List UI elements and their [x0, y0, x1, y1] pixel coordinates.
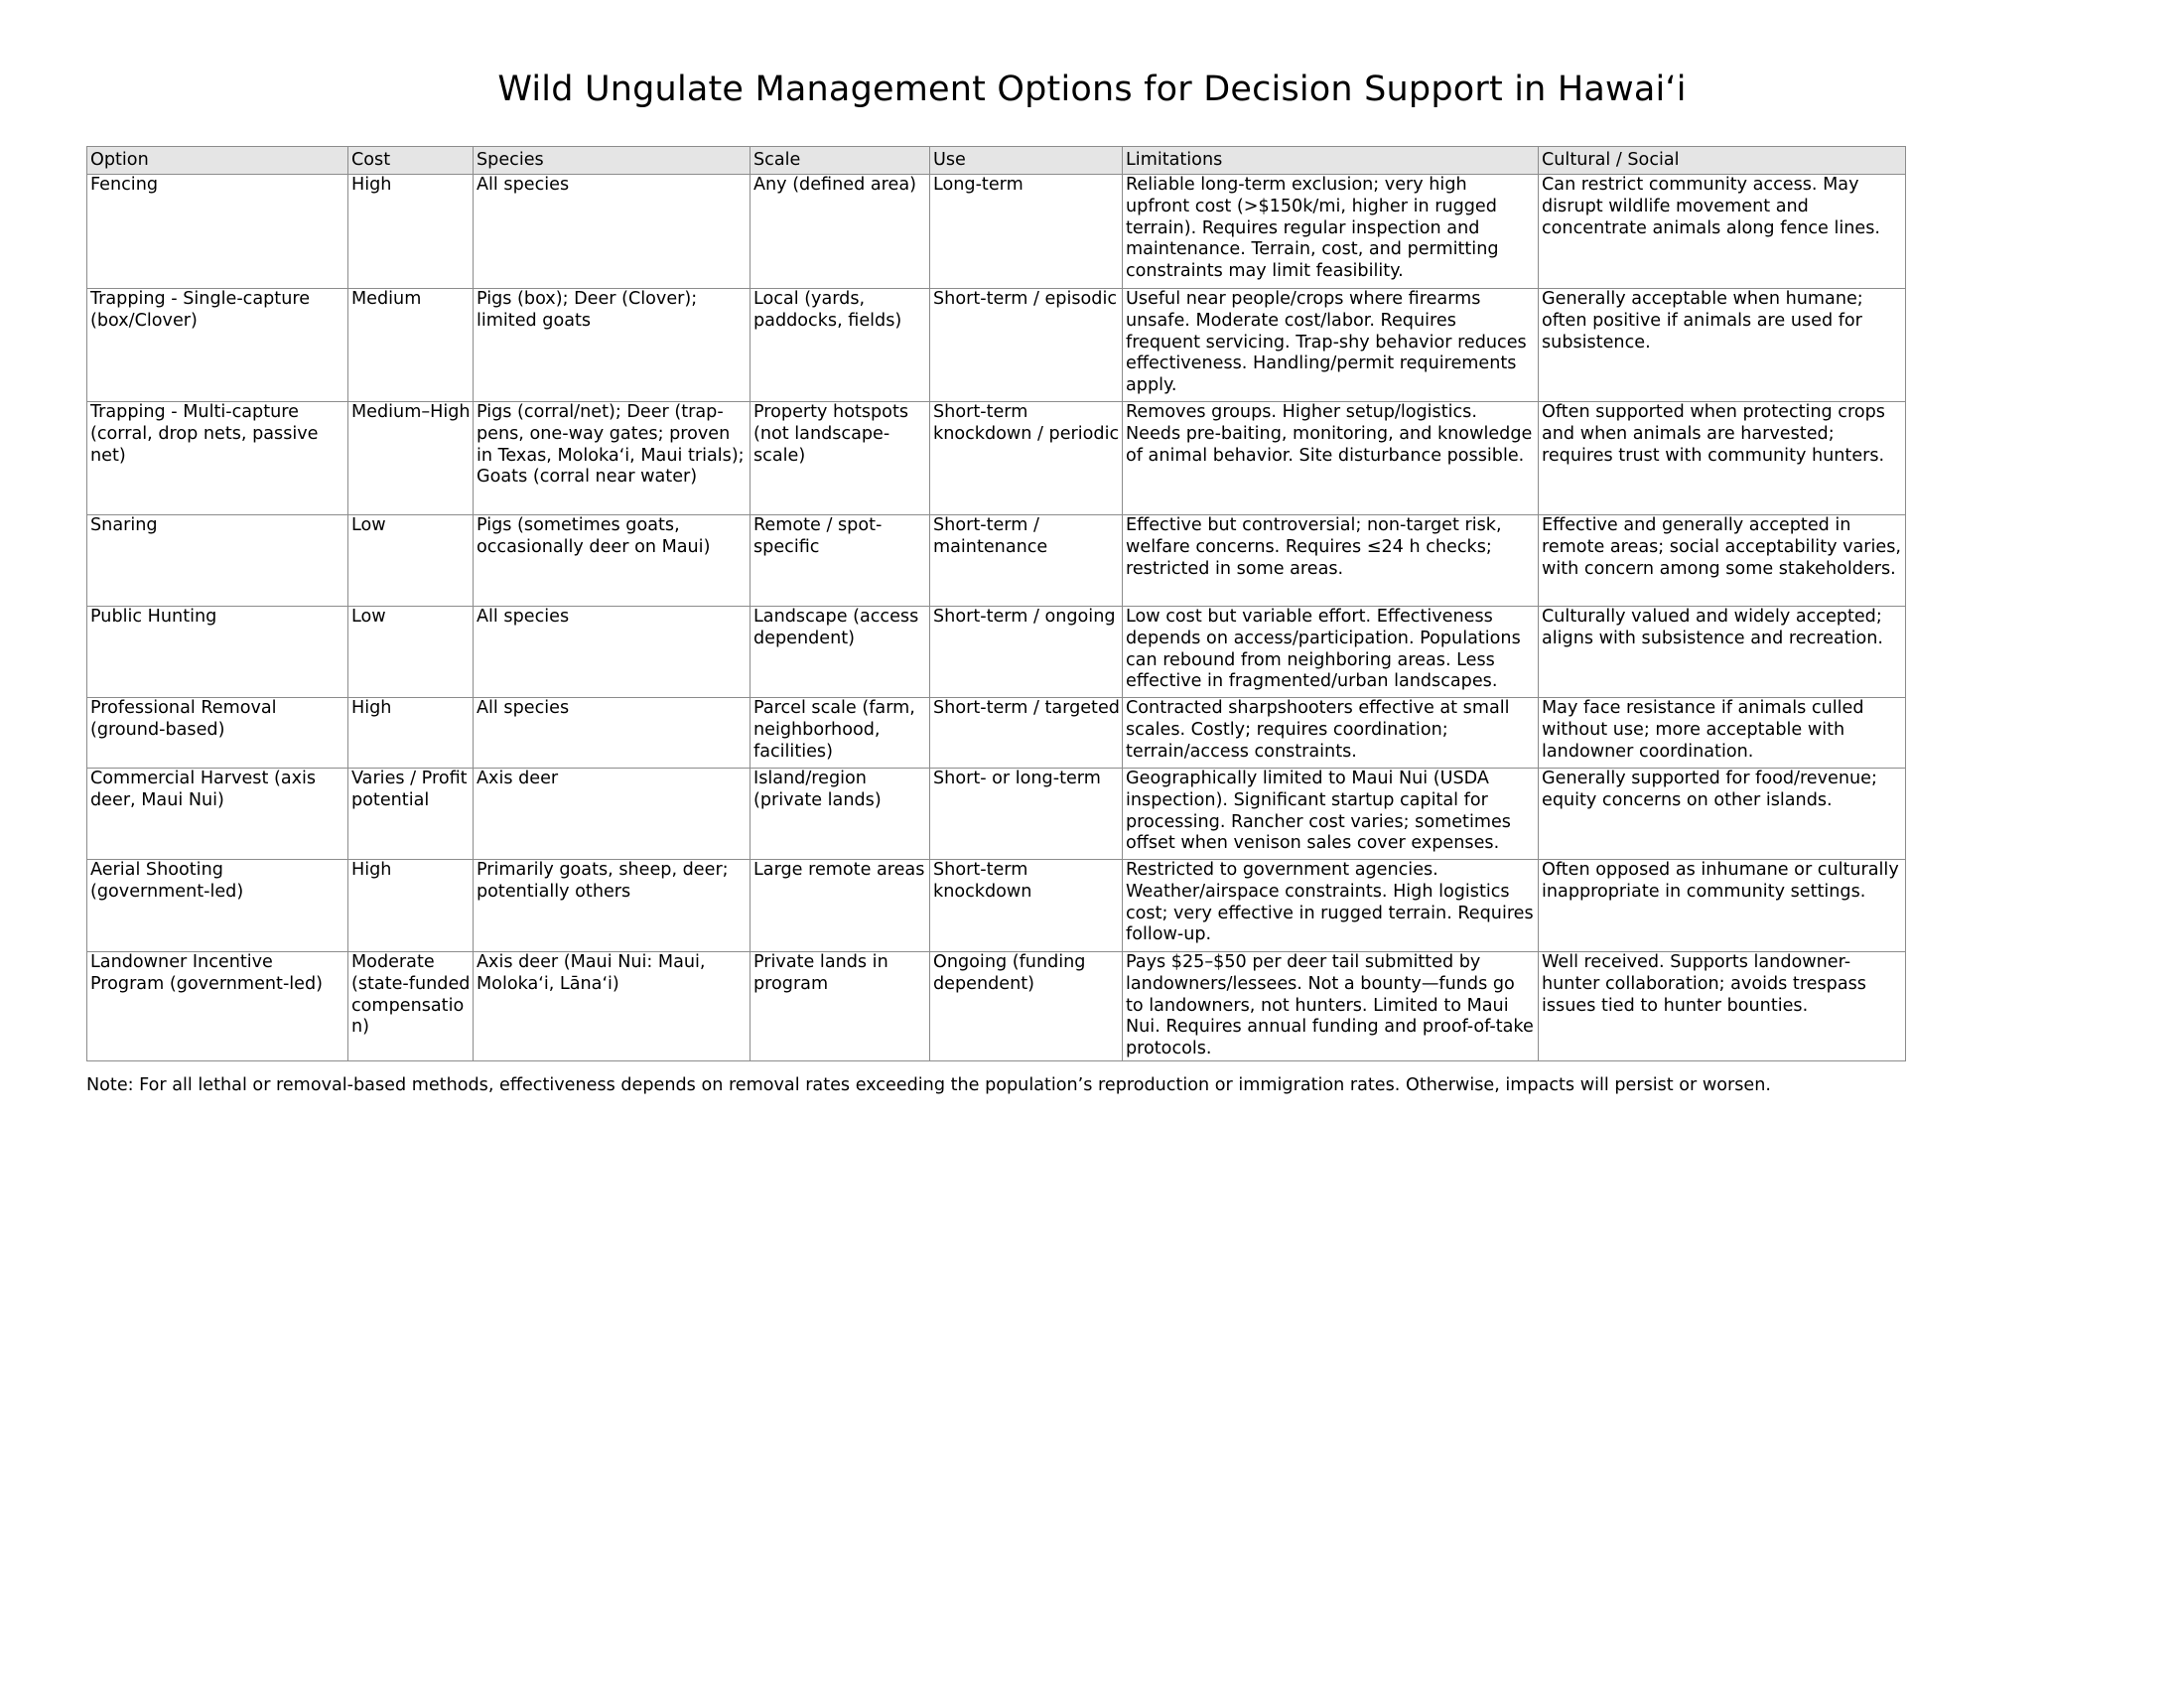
table-row	[87, 860, 1906, 952]
table-row	[87, 289, 1906, 402]
cell-limitations: Restricted to government agencies. Weather/airspace constraints. High logistics cost; very effective in rugged terrain. Requires follow-up.	[1123, 860, 1539, 952]
cell-cost: Moderate (state-funded compensation)	[348, 952, 474, 1061]
cell-option: Aerial Shooting (government-led)	[87, 860, 348, 952]
cell-cultural-social: Generally acceptable when humane; often positive if animals are used for subsistence.	[1539, 289, 1906, 402]
column-header-option: Option	[87, 147, 348, 175]
footnote: Note: For all lethal or removal-based methods, effectiveness depends on removal rates exceeding the population’s reproduction or immigration rates. Otherwise, impacts will persist or worsen.	[86, 1075, 1771, 1095]
cell-option: Commercial Harvest (axis deer, Maui Nui)	[87, 769, 348, 860]
cell-cost: Medium–High	[348, 402, 474, 515]
cell-limitations: Reliable long-term exclusion; very high upfront cost (>$150k/mi, higher in rugged terrain). Requires regular inspection and maintenance. Terrain, cost, and permitting constraints may limit feasibility.	[1123, 175, 1539, 289]
column-header-limitations: Limitations	[1123, 147, 1539, 175]
cell-scale: Large remote areas	[751, 860, 930, 952]
cell-species: Pigs (corral/net); Deer (trap-pens, one-way gates; proven in Texas, Molokaʻi, Maui trials); Goats (corral near water)	[474, 402, 751, 515]
cell-species: Axis deer (Maui Nui: Maui, Molokaʻi, Lānaʻi)	[474, 952, 751, 1061]
cell-use: Short- or long-term	[930, 769, 1123, 860]
cell-cultural-social: Culturally valued and widely accepted; aligns with subsistence and recreation.	[1539, 607, 1906, 698]
cell-use: Short-term knockdown	[930, 860, 1123, 952]
cell-species: Axis deer	[474, 769, 751, 860]
cell-option: Trapping - Single-capture (box/Clover)	[87, 289, 348, 402]
column-header-cost: Cost	[348, 147, 474, 175]
cell-use: Short-term / maintenance	[930, 515, 1123, 607]
cell-use: Ongoing (funding dependent)	[930, 952, 1123, 1061]
cell-cultural-social: Generally supported for food/revenue; equity concerns on other islands.	[1539, 769, 1906, 860]
cell-limitations: Effective but controversial; non-target risk, welfare concerns. Requires ≤24 h checks; restricted in some areas.	[1123, 515, 1539, 607]
cell-species: Pigs (sometimes goats, occasionally deer on Maui)	[474, 515, 751, 607]
cell-cost: High	[348, 175, 474, 289]
cell-cost: Low	[348, 515, 474, 607]
cell-species: All species	[474, 175, 751, 289]
cell-option: Trapping - Multi-capture (corral, drop nets, passive net)	[87, 402, 348, 515]
page-title: Wild Ungulate Management Options for Decision Support in Hawaiʻi	[497, 70, 1687, 109]
cell-cultural-social: Often supported when protecting crops and when animals are harvested; requires trust with community hunters.	[1539, 402, 1906, 515]
table-row	[87, 515, 1906, 607]
cell-option: Fencing	[87, 175, 348, 289]
table-row	[87, 698, 1906, 769]
cell-cost: Medium	[348, 289, 474, 402]
table-row	[87, 952, 1906, 1061]
cell-cultural-social: Effective and generally accepted in remote areas; social acceptability varies, with concern among some stakeholders.	[1539, 515, 1906, 607]
cell-scale: Remote / spot-specific	[751, 515, 930, 607]
cell-cost: High	[348, 860, 474, 952]
cell-species: All species	[474, 698, 751, 769]
cell-scale: Property hotspots (not landscape-scale)	[751, 402, 930, 515]
cell-cultural-social: Often opposed as inhumane or culturally inappropriate in community settings.	[1539, 860, 1906, 952]
cell-cultural-social: May face resistance if animals culled without use; more acceptable with landowner coordination.	[1539, 698, 1906, 769]
cell-option: Public Hunting	[87, 607, 348, 698]
column-header-scale: Scale	[751, 147, 930, 175]
cell-scale: Island/region (private lands)	[751, 769, 930, 860]
column-header-cultural-social: Cultural / Social	[1539, 147, 1906, 175]
management-options-table	[86, 146, 1906, 1061]
cell-cost: Low	[348, 607, 474, 698]
table-row	[87, 607, 1906, 698]
cell-limitations: Contracted sharpshooters effective at small scales. Costly; requires coordination; terrain/access constraints.	[1123, 698, 1539, 769]
cell-scale: Private lands in program	[751, 952, 930, 1061]
cell-species: Primarily goats, sheep, deer; potentially others	[474, 860, 751, 952]
cell-use: Long-term	[930, 175, 1123, 289]
cell-scale: Parcel scale (farm, neighborhood, facilities)	[751, 698, 930, 769]
cell-limitations: Low cost but variable effort. Effectiveness depends on access/participation. Populations can rebound from neighboring areas. Less effective in fragmented/urban landscapes.	[1123, 607, 1539, 698]
cell-limitations: Useful near people/crops where firearms unsafe. Moderate cost/labor. Requires frequent servicing. Trap-shy behavior reduces effectiveness. Handling/permit requirements apply.	[1123, 289, 1539, 402]
cell-use: Short-term / episodic	[930, 289, 1123, 402]
cell-limitations: Removes groups. Higher setup/logistics. Needs pre-baiting, monitoring, and knowledge of animal behavior. Site disturbance possible.	[1123, 402, 1539, 515]
column-header-species: Species	[474, 147, 751, 175]
cell-species: All species	[474, 607, 751, 698]
cell-use: Short-term / ongoing	[930, 607, 1123, 698]
cell-cost: Varies / Profit potential	[348, 769, 474, 860]
cell-use: Short-term / targeted	[930, 698, 1123, 769]
cell-option: Professional Removal (ground-based)	[87, 698, 348, 769]
cell-species: Pigs (box); Deer (Clover); limited goats	[474, 289, 751, 402]
table-row	[87, 769, 1906, 860]
cell-limitations: Geographically limited to Maui Nui (USDA inspection). Significant startup capital for processing. Rancher cost varies; sometimes offset when venison sales cover expenses.	[1123, 769, 1539, 860]
table-row	[87, 175, 1906, 289]
table-row	[87, 402, 1906, 515]
cell-limitations: Pays $25–$50 per deer tail submitted by landowners/lessees. Not a bounty—funds go to landowners, not hunters. Limited to Maui Nui. Requires annual funding and proof-of-take protocols.	[1123, 952, 1539, 1061]
cell-cost: High	[348, 698, 474, 769]
cell-scale: Landscape (access dependent)	[751, 607, 930, 698]
cell-option: Landowner Incentive Program (government-led)	[87, 952, 348, 1061]
cell-cultural-social: Can restrict community access. May disrupt wildlife movement and concentrate animals along fence lines.	[1539, 175, 1906, 289]
column-header-use: Use	[930, 147, 1123, 175]
cell-scale: Any (defined area)	[751, 175, 930, 289]
cell-cultural-social: Well received. Supports landowner-hunter collaboration; avoids trespass issues tied to hunter bounties.	[1539, 952, 1906, 1061]
cell-use: Short-term knockdown / periodic	[930, 402, 1123, 515]
table-header-row	[87, 147, 1906, 175]
cell-option: Snaring	[87, 515, 348, 607]
cell-scale: Local (yards, paddocks, fields)	[751, 289, 930, 402]
table-body	[87, 175, 1906, 1061]
